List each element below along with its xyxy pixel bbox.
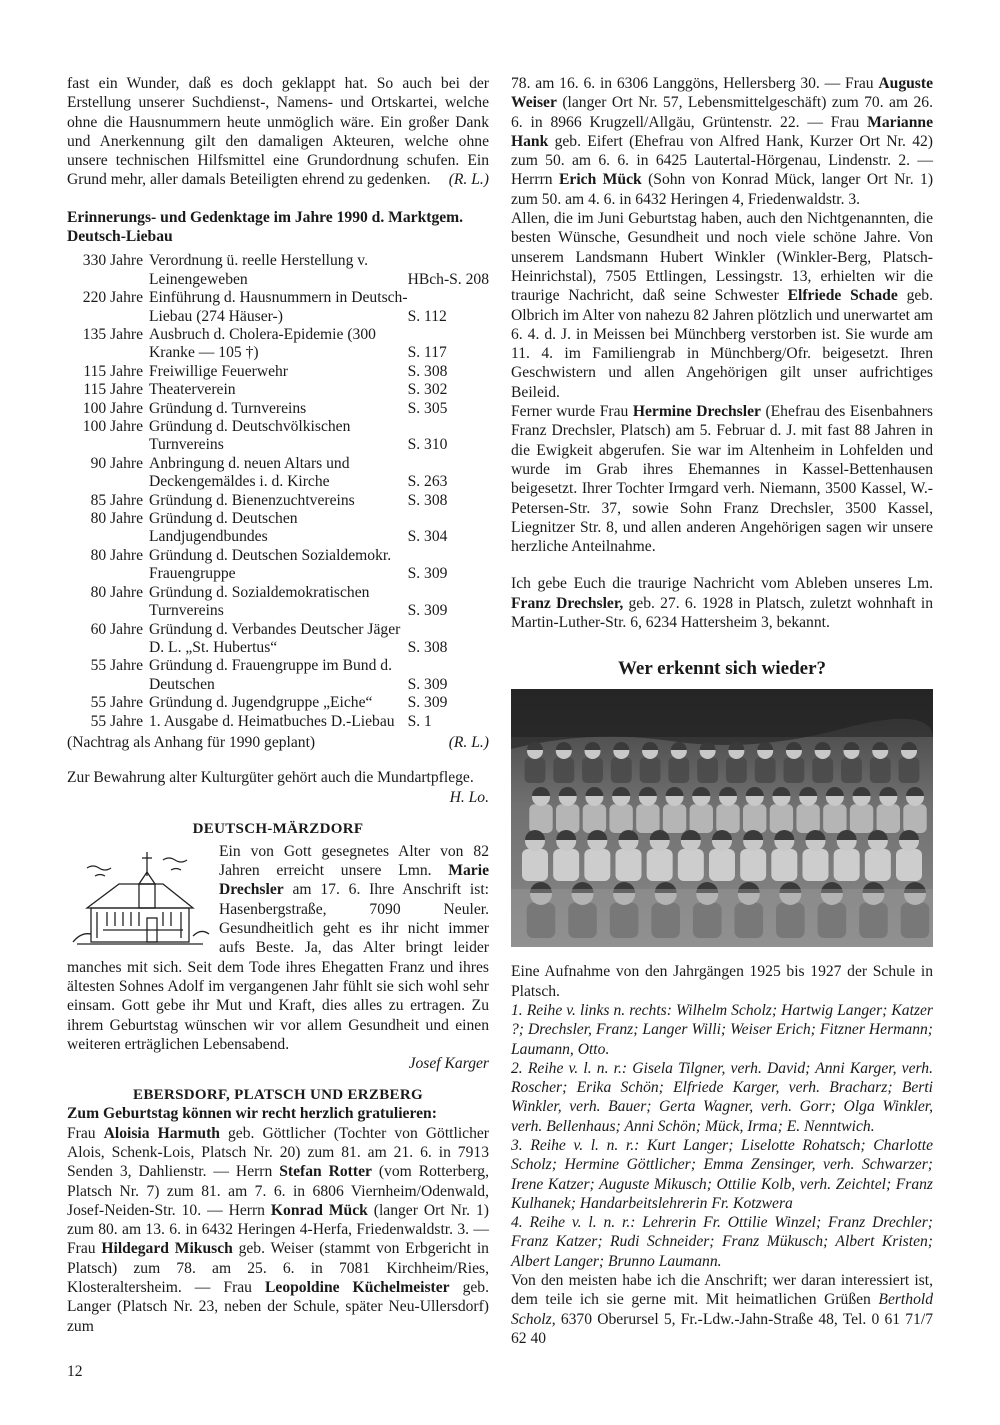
photo-figure-body: [525, 758, 546, 784]
photo-figure-body: [663, 805, 686, 834]
memorial-event: Gründung d. Turnvereins: [149, 399, 307, 417]
memorial-event: Theaterverein: [149, 381, 236, 399]
memorial-page-ref: S. 263: [407, 473, 448, 491]
memorial-page-ref: S. 1: [407, 712, 432, 730]
photo-row-names: 2. Reihe v. l. n. r.: Gisela Tilgner, verh. David; Anni Karger, verh. Roscher; Erika Schön; Elfriede Karger, verh. Bracharz; Berti Winkler, verh. Bauer; Gerta Wagner, verh. Gorr; Olga Winkler, verh. Bellenhaus; Anni Schön; Mück, Irma; E. Nenntwich.: [511, 1059, 933, 1135]
maerzdorf-article: [67, 842, 489, 1074]
photo-figure-body: [716, 805, 739, 834]
photo-figure-body: [647, 849, 673, 881]
sad-news-paragraph: Ich gebe Euch die traurige Nachricht vom Ableben unseres Lm. Franz Drechsler, geb. 27. 6. 1928 in Platsch, zuletzt wohnhaft in Martin-Luther-Str. 6, 6234 Hattersheim 3, bekannt.: [511, 575, 933, 632]
photo-figure-body: [770, 805, 793, 834]
photo-figure-body: [841, 758, 862, 784]
memorial-page-ref: S. 304: [407, 528, 448, 546]
photo-figure-body: [896, 849, 922, 881]
birthday-paragraph: Frau Aloisia Harmuth geb. Göttlicher (Tochter von Göttlicher Alois, Schenk-Lois, Platsch Nr. 20) zum 81. am 21. 6. in 7913 Senden 3, Dahlienstr. — Herrn Stefan Rotter (vom Rotterberg, Platsch Nr. 7) zum 81. am 7. 6. in 6806 Viernheim/Odenwald, Josef-Neiden-Str. 10. — Herrn Konrad Mück (langer Ort Nr. 1) zum 80. am 13. 6. in 6432 Heringen 4-Herfa, Friedenwaldstr. 3. — Frau Hildegard Mikusch geb. Weiser (stammt von Erbgericht in Platsch) zum 78. am 25. 6. in 7081 Kirchheim/Ries, Klosteraltersheim. — Frau Leopoldine Küchelmeister geb. Langer (Platsch Nr. 23, neben der Schule, später Neu-Ullersdorf) zum: [67, 1124, 489, 1335]
memorial-event: Gründung d. Deutschvölkischen Turnvereins: [149, 418, 351, 454]
memorial-row: [67, 492, 489, 510]
photo-figure-body: [899, 758, 920, 784]
photo-figure-body: [743, 805, 766, 834]
memorial-years: 60 Jahre: [90, 620, 143, 638]
photo-figure-body: [584, 849, 610, 881]
photo-figure-body: [726, 758, 747, 784]
name-auguste-weiser: Auguste Weiser: [511, 75, 933, 112]
memorial-years: 100 Jahre: [82, 399, 143, 417]
memorial-event: Gründung d. Bienenzuchtvereins: [149, 491, 355, 509]
memorial-years: 330 Jahre: [82, 252, 143, 270]
photo-caption: Eine Aufnahme von den Jahrgängen 1925 bis 1927 der Schule in Platsch.: [511, 963, 933, 1000]
photo-figure-body: [796, 805, 819, 834]
memorial-page-ref: S. 308: [407, 638, 448, 656]
birthday-continued: 78. am 16. 6. in 6306 Langgöns, Hellersberg 30. — Frau Auguste Weiser (langer Ort Nr. 57, Lebensmittelgeschäft) zum 70. am 26. 6. in 8966 Krugzell/Allgäu, Grüntenstr. 22. — Frau Marianne Hank geb. Eifert (Ehefrau von Alfred Hank, Kurzer Ort Nr. 42) zum 50. am 6. 6. in 6425 Lautertal-Hörgenau, Lindenstr. 2. — Herrrn Erich Mück (Sohn von Konrad Mück, langer Ort Nr. 1) zum 50. am 4. 6. in 6432 Heringen 4, Friedenwaldstr. 3.: [511, 75, 934, 208]
memorial-event: Verordnung ü. reelle Herstellung v. Leinengeweben: [149, 252, 368, 288]
memorial-row: [67, 510, 489, 547]
photo-figure-body: [583, 805, 606, 834]
photo-figure-body: [740, 849, 766, 881]
intro-source: (R. L.): [448, 171, 489, 189]
dialect-source: H. Lo.: [449, 788, 489, 806]
photo-figure-body: [582, 758, 603, 784]
memorial-page-ref: S. 305: [407, 399, 448, 417]
birthday-name: Hildegard Mikusch: [101, 1240, 233, 1258]
death-paragraph: Ferner wurde Frau Hermine Drechsler (Ehefrau des Eisenbahners Franz Drechsler, Platsch) am 5. Februar d. J. mit fast 88 Jahren in die Ewigkeit abgerufen. Sie war im Altenheim in Lohfelden und wurde im Grab ihres Ehemannes in Kassel-Bettenhausen beigesetzt. Ihrer Tochter Irmgard verh. Niemann, 3500 Kassel, W.-Petersen-Str. 37, sowie Sohn Franz Drechsler, 3500 Kassel, Liegnitzer Str. 8, und allen anderen Angehörigen sagen wir unsere herzliche Anteilnahme.: [511, 403, 933, 556]
photo-figure-body: [611, 758, 632, 784]
photo-figure-body: [668, 758, 689, 784]
photo-rows: [511, 1001, 933, 1271]
memorial-row: [67, 455, 489, 492]
photo-figure-body: [850, 805, 873, 834]
photo-row-names: 4. Reihe v. l. n. r.: Lehrerin Fr. Ottilie Winzel; Franz Drechler; Franz Katzer; Rudi Schneider; Franz Mükusch; Albert Kristen; Albert Langer; Brunno Laumann.: [511, 1214, 933, 1270]
maerzdorf-author-line: [67, 1054, 489, 1073]
memorial-page-ref: S. 112: [407, 307, 447, 325]
photo-figure-body: [865, 849, 891, 881]
memorial-row: [67, 694, 489, 712]
memorial-page-ref: S. 302: [407, 381, 448, 399]
memorial-title: Erinnerungs- und Gedenktage im Jahre 1990 d. Marktgem. Deutsch-Liebau: [67, 208, 464, 246]
photo-figure-body: [640, 758, 661, 784]
name-elfriede-schade: Elfriede Schade: [787, 287, 898, 305]
memorial-years: 115 Jahre: [83, 381, 143, 399]
photo-figure-body: [553, 758, 574, 784]
memorial-years: 80 Jahre: [90, 583, 143, 601]
section-title-ebersdorf: EBERSDORF, PLATSCH UND ERZBERG: [133, 1087, 423, 1104]
name-hermine-drechsler: Hermine Drechsler: [632, 403, 761, 421]
name-franz-drechsler: Franz Drechsler,: [511, 594, 624, 612]
photo-headline: Wer erkennt sich wieder?: [617, 658, 827, 680]
memorial-page-ref: S. 117: [407, 344, 447, 362]
memorial-event: Einführung d. Hausnummern in Deutsch-Liebau (274 Häuser-): [149, 289, 408, 325]
memorial-row: [67, 657, 489, 694]
page-number: 12: [67, 1363, 83, 1380]
memorial-note: (Nachtrag als Anhang für 1990 geplant): [67, 733, 316, 751]
memorial-row: [67, 713, 489, 731]
photo-figure-body: [616, 849, 642, 881]
memorial-row: [67, 418, 489, 455]
memorial-years: 85 Jahre: [90, 491, 143, 509]
name-marianne-hank: Marianne Hank: [511, 113, 933, 150]
photo-figure-body: [636, 805, 659, 834]
wishes-paragraph: Allen, die im Juni Geburtstag haben, auch den Nichtgenannten, die besten Wünsche, Gesundheit und noch viele schöne Jahre. Von unserem Landsmann Hubert Winkler (Winkler-Berg, Platsch-Heinrichstal), 7505 Ettlingen, Lessingstr. 13, erhielten wir die traurige Nachricht, daß seine Schwester Elfriede Schade geb. Olbrich im Alter von nahezu 82 Jahren plötzlich und unerwartet am 6. 4. d. J. in Meissen bei Münchberg verstorben ist. Sie wurde am 11. 4. im Familiengrab in Münchberg/Ofr. beigesetzt. Ihren Geschwistern und allen Angehörigen gilt unser aufrichtiges Beileid.: [511, 210, 933, 401]
birthday-name: Stefan Rotter: [279, 1163, 372, 1181]
memorial-years: 80 Jahre: [90, 546, 143, 564]
photo-row-names: 3. Reihe v. l. n. r.: Kurt Langer; Liselotte Rohatsch; Charlotte Scholz; Hermine Göttlicher; Emma Zensinger, verh. Schwarzer; Irene Katzer; Auguste Mikusch; Ottilie Kolb, verh. Zeichtel; Franz Kulhanek; Handarbeitslehrerin Fr. Kotzwera: [511, 1136, 933, 1212]
memorial-event: 1. Ausgabe d. Heimatbuches D.-Liebau: [149, 712, 395, 730]
right-column: [511, 74, 933, 1348]
memorial-event: Gründung d. Deutschen Landjugendbundes: [149, 510, 298, 546]
closing-author: Berthold Scholz,: [511, 1291, 933, 1328]
memorial-page-ref: S. 309: [407, 675, 448, 693]
memorial-page-ref: S. 309: [407, 565, 448, 583]
photo-figure-body: [709, 849, 735, 881]
memorial-years: 135 Jahre: [82, 326, 143, 343]
memorial-event: Gründung d. Verbandes Deutscher Jäger D. L. „St. Hubertus“: [149, 620, 401, 656]
memorial-footer: [67, 733, 489, 752]
intro-paragraph: fast ein Wunder, daß es doch geklappt hat. So auch bei der Erstellung unserer Suchdienst-, Namens- und Ortskartei, welche ohne die Hausnummern heute unmöglich wäre. Ein großer Dank und Anerkennung gilt den damaligen Akteuren, welche ohne unsere technischen Hilfsmittel eine Grundordnung schufen. Ein Grund mehr, aller damals Beteiligten ehrend zu gedenken. (R. L.): [67, 75, 489, 189]
section-title-maerzdorf: DEUTSCH-MÄRZDORF: [192, 820, 364, 837]
birthday-name: Leopoldine Küchelmeister: [265, 1279, 450, 1297]
memorial-row: [67, 363, 489, 381]
maerzdorf-name: Marie Drechsler: [219, 862, 489, 899]
memorial-page-ref: S. 308: [407, 491, 448, 509]
memorial-row: [67, 584, 489, 621]
memorial-years: 55 Jahre: [90, 657, 143, 675]
class-photo: [511, 689, 933, 947]
memorial-row: [67, 400, 489, 418]
memorial-page-ref: S. 310: [407, 436, 448, 454]
photo-figure-body: [678, 849, 704, 881]
memorial-event: Freiwillige Feuerwehr: [149, 362, 289, 380]
name-erich-mueck: Erich Mück: [559, 171, 642, 189]
memorial-row: [67, 621, 489, 658]
closing-paragraph: Von den meisten habe ich die Anschrift; wer daran interessiert ist, dem teile ich sie gerne mit. Mit heimatlichen Grüßen Berthold Scholz, 6370 Oberursel 5, Fr.-Ldw.-Jahn-Straße 48, Tel. 0 61 71/7 62 40: [511, 1272, 933, 1347]
photo-figure-body: [903, 805, 926, 834]
memorial-row: [67, 289, 489, 326]
dialect-paragraph: Zur Bewahrung alter Kulturgüter gehört auch die Mundartpflege. H. Lo.: [67, 769, 489, 806]
memorial-years: 115 Jahre: [83, 362, 143, 380]
memorial-years: 80 Jahre: [90, 510, 143, 528]
photo-figure-body: [609, 805, 632, 834]
photo-figure-body: [803, 849, 829, 881]
memorial-event: Gründung d. Deutschen Sozialdemokr. Frauengruppe: [149, 546, 392, 583]
memorial-years: 220 Jahre: [82, 289, 143, 307]
photo-figure-body: [522, 849, 548, 881]
memorial-page-ref: S. 309: [407, 694, 448, 712]
memorial-page-ref: S. 308: [407, 362, 448, 380]
memorial-row: [67, 547, 489, 584]
photo-row-names: 1. Reihe v. links n. rechts: Wilhelm Scholz; Hartwig Langer; Katzer ?; Drechsler, Franz; Langer Willi; Weiser Erich; Fitzner Hermann; Laumann, Otto.: [511, 1001, 933, 1058]
memorial-event: Gründung d. Sozialdemokratischen Turnvereins: [149, 583, 370, 620]
birthday-name: Konrad Mück: [270, 1201, 368, 1219]
photo-figure-body: [877, 805, 900, 834]
memorial-row: [67, 252, 489, 289]
memorial-event: Anbringung d. neuen Altars und Deckengemäldes i. d. Kirche: [149, 454, 350, 491]
memorial-page-ref: HBch-S. 208: [407, 270, 489, 288]
photo-figure-body: [755, 758, 776, 784]
photo-figure-body: [870, 758, 891, 784]
photo-figure-body: [529, 805, 552, 834]
photo-figure-body: [553, 849, 579, 881]
church-illustration: [67, 846, 211, 954]
memorial-years: 55 Jahre: [90, 694, 143, 712]
memorial-years: 90 Jahre: [90, 454, 143, 472]
memorial-row: [67, 326, 489, 363]
photo-figure-body: [823, 805, 846, 834]
memorial-source: (R. L.): [448, 733, 489, 751]
photo-figure-body: [697, 758, 718, 784]
memorial-years: 100 Jahre: [82, 418, 143, 436]
birthday-heading: Zum Geburtstag können wir recht herzlich gratulieren:: [67, 1105, 437, 1123]
memorial-table: [67, 252, 489, 731]
photo-figure-body: [834, 849, 860, 881]
photo-figure-body: [556, 805, 579, 834]
photo-figure-body: [812, 758, 833, 784]
maerzdorf-author: Josef Karger: [408, 1055, 489, 1073]
photo-figure-body: [690, 805, 713, 834]
maerzdorf-paragraph: Ein von Gott gesegnetes Alter von 82 Jahren erreicht unsere Lmn. Marie Drechsler am 17. 6. Ihre Anschrift ist: Hasenbergstraße, 7090 Neuler. Gesundheitlich geht es ihr nicht immer aufs Beste. Ja, das Alter bringt leider manches mit sich. Seit dem Tode ihres Ehegatten Franz und ihres ältesten Sohnes Adolf im vergangenen Jahr fühlt sie sich wohl sehr einsam. Gott gebe ihr Mut und Kraft, dies alles zu ertragen. Zu ihrem Geburtstag wünschen wir vor allem Gesundheit und einen weiteren erträglichen Lebensabend.: [67, 842, 489, 1053]
birthday-name: Aloisia Harmuth: [103, 1124, 220, 1142]
memorial-event: Gründung d. Frauengruppe im Bund d. Deutschen: [149, 657, 392, 693]
memorial-event: Gründung d. Jugendgruppe „Eiche“: [149, 694, 373, 712]
memorial-row: [67, 381, 489, 399]
memorial-page-ref: S. 309: [407, 602, 448, 620]
photo-figure-body: [784, 758, 805, 784]
photo-figure-body: [771, 849, 797, 881]
memorial-years: 55 Jahre: [90, 712, 143, 730]
left-column: [67, 74, 489, 1336]
memorial-event: Ausbruch d. Cholera-Epidemie (300 Kranke — 105 †): [149, 326, 376, 362]
